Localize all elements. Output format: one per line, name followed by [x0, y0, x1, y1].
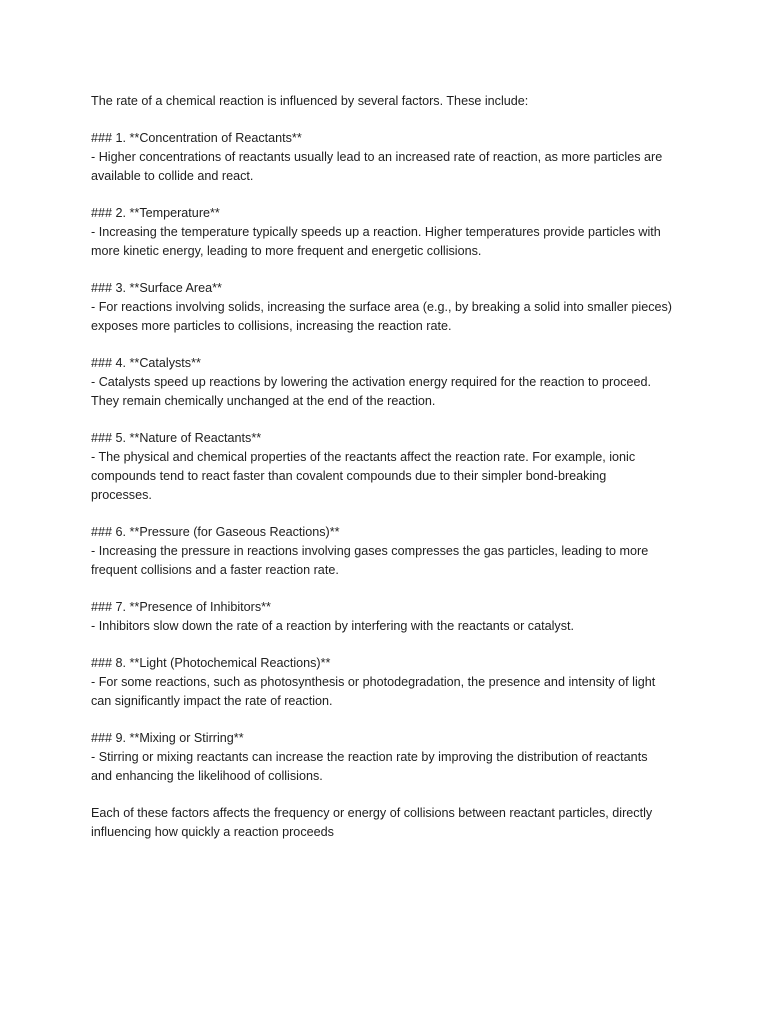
section-nature-of-reactants — [91, 429, 681, 505]
section-text-line: more kinetic energy, leading to more frequent and energetic collisions. — [91, 244, 482, 258]
section-heading: ### 4. **Catalysts** — [91, 356, 201, 370]
section-heading: ### 3. **Surface Area** — [91, 281, 222, 295]
section-pressure — [91, 523, 681, 580]
section-text-line: They remain chemically unchanged at the end of the reaction. — [91, 394, 436, 408]
section-inhibitors — [91, 598, 681, 636]
section-text-line: processes. — [91, 488, 152, 502]
section-text-line: - Higher concentrations of reactants usually lead to an increased rate of reaction, as more particles are — [91, 150, 663, 164]
section-heading: ### 8. **Light (Photochemical Reactions)** — [91, 656, 331, 670]
section-mixing — [91, 729, 681, 786]
conclusion-text-line: Each of these factors affects the frequency or energy of collisions between reactant particles, directly — [91, 806, 653, 820]
section-text-line: - Catalysts speed up reactions by lowering the activation energy required for the reaction to proceed. — [91, 375, 652, 389]
section-text-line: - Increasing the temperature typically speeds up a reaction. Higher temperatures provide particles with — [91, 225, 661, 239]
conclusion-paragraph — [91, 804, 681, 842]
section-text-line: and enhancing the likelihood of collisions. — [91, 769, 323, 783]
section-concentration — [91, 129, 681, 186]
section-text-line: - Increasing the pressure in reactions involving gases compresses the gas particles, leading to more — [91, 544, 649, 558]
section-text-line: - For some reactions, such as photosynthesis or photodegradation, the presence and intensity of light — [91, 675, 656, 689]
section-text-line: compounds tend to react faster than covalent compounds due to their simpler bond-breaking — [91, 469, 607, 483]
section-text-line: can significantly impact the rate of reaction. — [91, 694, 333, 708]
section-surface-area — [91, 279, 681, 336]
section-text-line: - For reactions involving solids, increasing the surface area (e.g., by breaking a solid into smaller pieces) — [91, 300, 672, 314]
section-heading: ### 6. **Pressure (for Gaseous Reactions)** — [91, 525, 340, 539]
section-text-line: - Stirring or mixing reactants can increase the reaction rate by improving the distribution of reactants — [91, 750, 648, 764]
section-catalysts — [91, 354, 681, 411]
section-light — [91, 654, 681, 711]
conclusion-text-line: influencing how quickly a reaction proceeds — [91, 825, 334, 839]
section-heading: ### 2. **Temperature** — [91, 206, 220, 220]
section-heading: ### 5. **Nature of Reactants** — [91, 431, 262, 445]
section-heading: ### 7. **Presence of Inhibitors** — [91, 600, 271, 614]
section-text-line: available to collide and react. — [91, 169, 254, 183]
section-heading: ### 9. **Mixing or Stirring** — [91, 731, 244, 745]
intro-text: The rate of a chemical reaction is influenced by several factors. These include: — [91, 94, 529, 108]
document-body — [91, 92, 681, 860]
section-heading: ### 1. **Concentration of Reactants** — [91, 131, 302, 145]
intro-paragraph — [91, 92, 681, 111]
section-text-line: - Inhibitors slow down the rate of a reaction by interfering with the reactants or catalyst. — [91, 619, 574, 633]
section-text-line: frequent collisions and a faster reaction rate. — [91, 563, 339, 577]
section-text-line: - The physical and chemical properties of the reactants affect the reaction rate. For example, ionic — [91, 450, 636, 464]
section-text-line: exposes more particles to collisions, increasing the reaction rate. — [91, 319, 452, 333]
section-temperature — [91, 204, 681, 261]
